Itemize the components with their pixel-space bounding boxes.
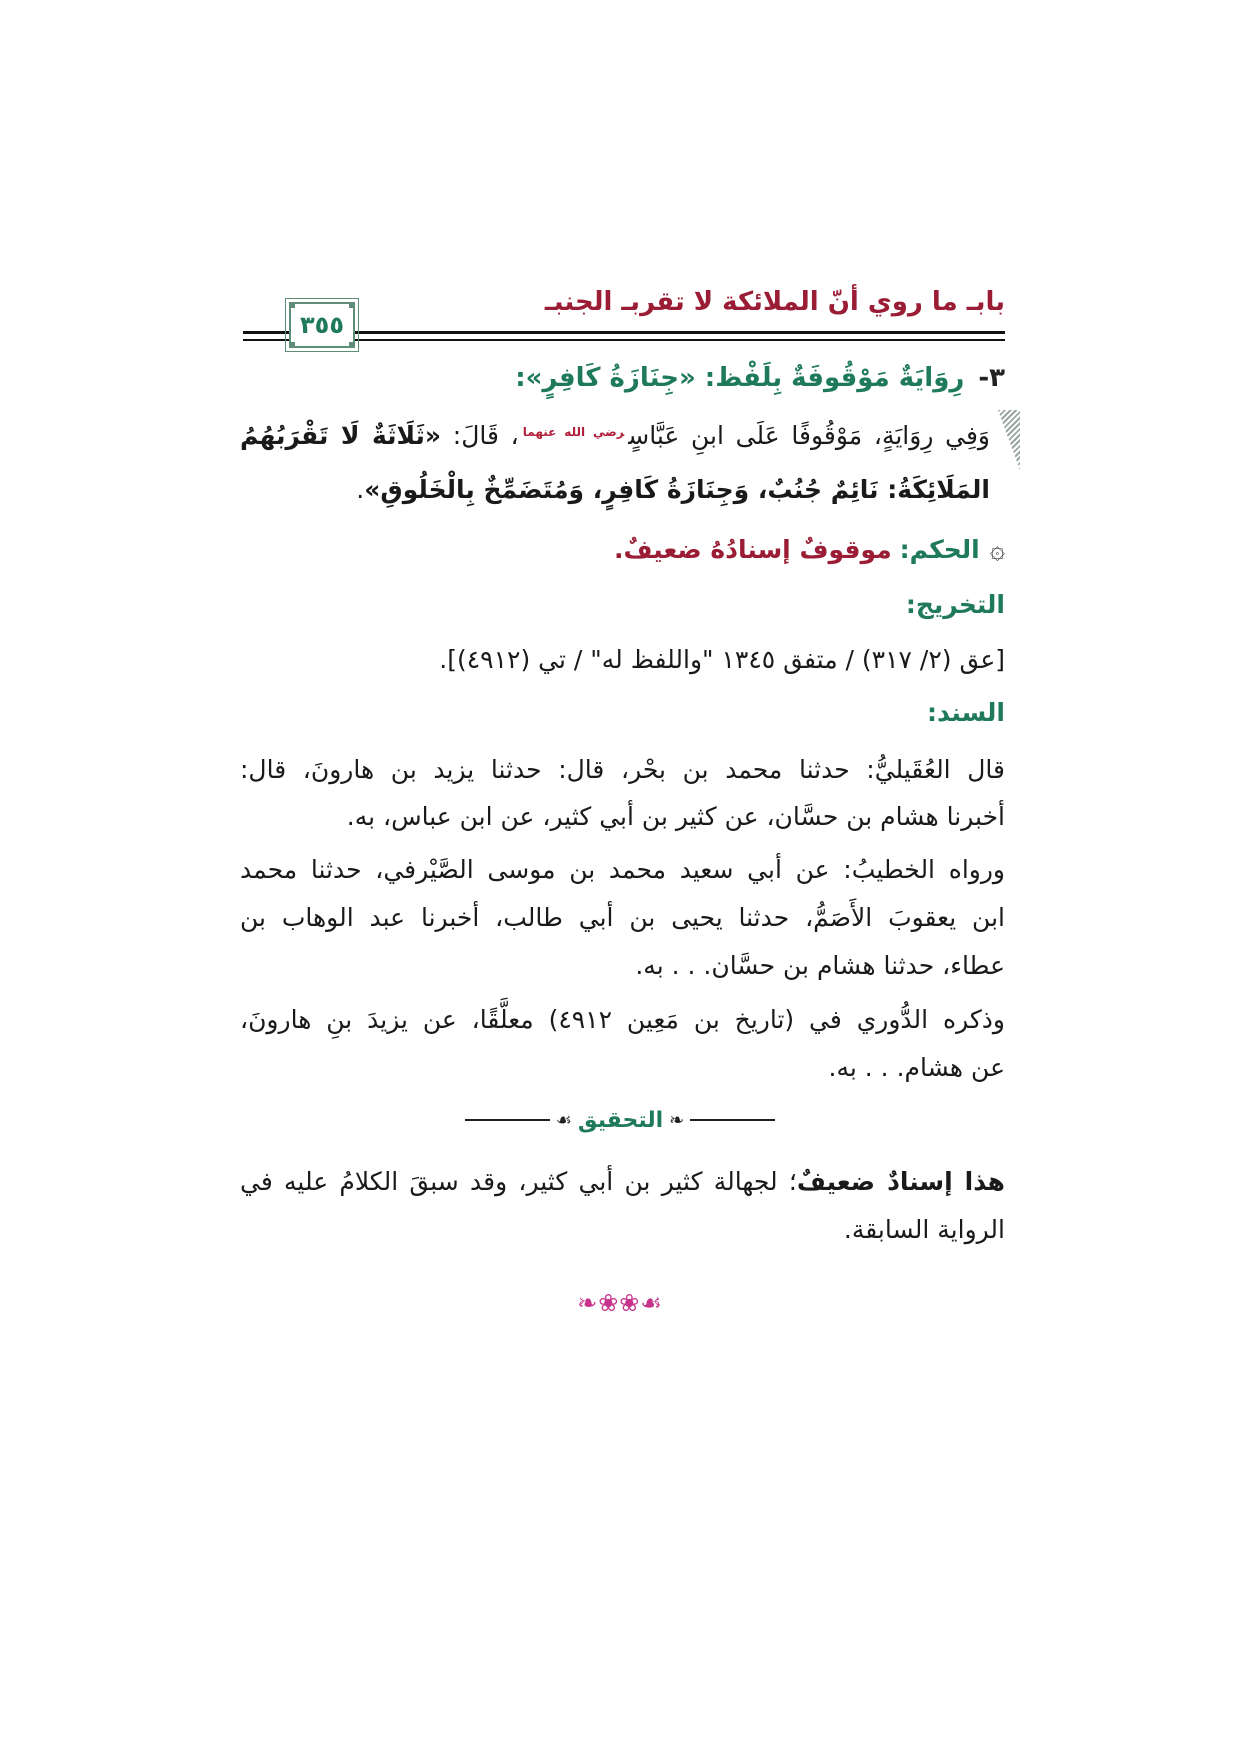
hadith-quote-start: «ثَلَاثَةٌ لَا تَقْرَبُهُمُ [240, 421, 442, 450]
header-rule-thick [243, 331, 1005, 334]
section-title: رِوَايَةٌ مَوْقُوفَةٌ بِلَفْظ: «جِنَازَةُ كَافِرٍ»: [515, 363, 965, 393]
hadith-corner-ornament [998, 410, 1020, 470]
isnad-label: السند: [926, 698, 1005, 727]
conclusion-lead: هذا إسنادٌ ضعيفٌ [796, 1167, 1005, 1196]
isnad-heading [240, 689, 1005, 737]
flower-ornament-icon: ۞ [989, 535, 1005, 565]
conclusion-line-1 [240, 1158, 1005, 1206]
conclusion-line-2: الرواية السابقة. [843, 1215, 1005, 1244]
hadith-intro: وَفِي رِوَايَةٍ، مَوْقُوفًا عَلَى ابنِ عَبَّاسٍ [628, 421, 990, 450]
page-number: ٣٥٥ [300, 311, 344, 339]
hadith-quote-end: المَلَائِكَةُ: نَائِمٌ جُنُبٌ، وَجِنَازَةُ كَافِرٍ، وَمُتَضَمِّخٌ بِالْخَلُوقِ» [364, 475, 990, 504]
page-number-frame [289, 302, 355, 348]
hadith-said: ، قَالَ: [441, 421, 519, 450]
tahqiq-divider [465, 1100, 775, 1140]
section-number: ٣- [978, 363, 1005, 393]
takhrij-reference: [عق (٢/ ٣١٧) / متفق ١٣٤٥ "واللفظ له" / تي (٤٩١٢)]. [439, 645, 1005, 674]
tahqiq-label: التحقيق [577, 1107, 664, 1133]
divider-rule [690, 1119, 775, 1121]
hadith-line-1 [240, 408, 990, 456]
isnad-p2-line: ابن يعقوبَ الأَصَمُّ، حدثنا يحيى بن أبي طالب، أخبرنا عبد الوهاب بن [240, 903, 1005, 932]
takhrij-label: التخريج: [905, 590, 1005, 619]
ruling-label: الحكم: [899, 535, 980, 564]
isnad-p3-line: عن هشام. . . به. [828, 1053, 1005, 1082]
isnad-p1-line: قال العُقَيليُّ: حدثنا محمد بن بحْر، قال: حدثنا يزيد بن هارونَ، قال: [240, 755, 1005, 784]
takhrij-heading [240, 581, 1005, 629]
isnad-p2-line: ورواه الخطيبُ: عن أبي سعيد محمد بن موسى الصَّيْرفي، حدثنا محمد [240, 855, 1005, 884]
isnad-p3-line: وذكره الدُّوري في (تاريخ بن مَعِين ٤٩١٢) معلَّقًا، عن يزيدَ بنِ هارونَ، [240, 1005, 1005, 1034]
frame-corner-ornament [289, 342, 295, 348]
ruling-line [240, 526, 1005, 574]
conclusion-rest: ؛ لجهالة كثير بن أبي كثير، وقد سبقَ الكلامُ عليه في [240, 1167, 797, 1196]
flourish-icon: ☙ [555, 1109, 572, 1131]
isnad-p1-line: أخبرنا هشام بن حسَّان، عن كثير بن أبي كثير، عن ابن عباس، به. [346, 802, 1005, 831]
divider-rule [465, 1119, 550, 1121]
isnad-p2-line: عطاء، حدثنا هشام بن حسَّان. . . به. [635, 951, 1005, 980]
hadith-line-2 [240, 466, 990, 514]
section-heading [240, 354, 1005, 402]
frame-corner-ornament [349, 342, 355, 348]
header-rule-thin [243, 339, 1005, 341]
chapter-header-title: بابـ ما روي أنّ الملائكة لا تقربـ الجنبـ [544, 287, 1005, 317]
hadith-end-punct: . [356, 475, 365, 504]
frame-corner-ornament [289, 302, 295, 308]
ruling-value: موقوفٌ إسنادُهُ ضعيفٌ. [613, 535, 892, 564]
floral-end-ornament-icon: ❧❀❀☙ [577, 1289, 663, 1317]
frame-corner-ornament [349, 302, 355, 308]
honorific-ligature: رضي الله عنهما [522, 425, 625, 439]
flourish-icon: ❧ [669, 1109, 685, 1131]
